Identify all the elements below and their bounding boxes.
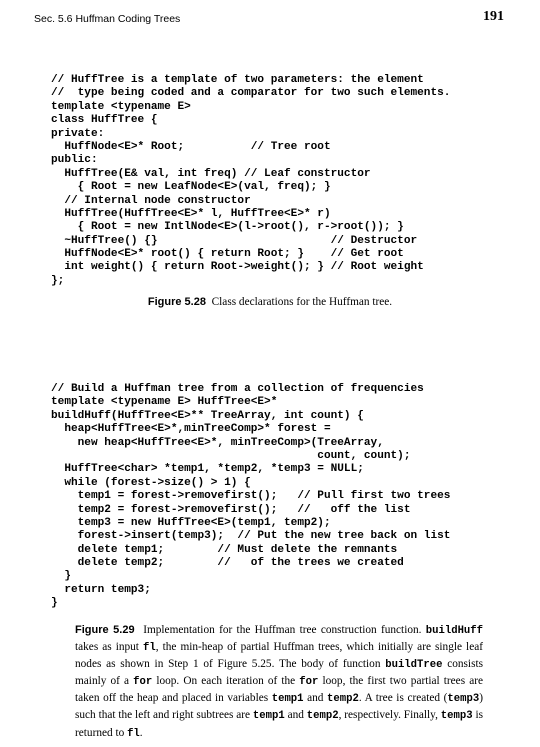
code-identifier: for: [299, 676, 319, 689]
caption-text: ) such that the left and right subtrees are: [75, 692, 483, 722]
figure-caption-5-29: [75, 622, 483, 742]
code-line: buildHuff(HuffTree<E>** TreeArray, int count) {: [51, 409, 364, 422]
code-line: template <typename E>: [51, 100, 191, 113]
code-identifier: temp3: [447, 693, 480, 706]
code-line: HuffNode<E>* Root; // Tree root: [51, 140, 331, 153]
code-line: new heap<HuffTree<E>*, minTreeComp>(TreeArray,: [51, 436, 384, 449]
code-line: }: [51, 570, 71, 583]
code-line: ~HuffTree() {} // Destructor: [51, 234, 418, 247]
code-line: while (forest->size() > 1) {: [51, 476, 251, 489]
figure-label: Figure 5.29: [75, 624, 135, 636]
code-line: public:: [51, 154, 98, 167]
caption-text: , the min-heap of partial Huffman trees, which initially are single leaf nodes as shown in Step 1 of Figure 5.25. The body of function: [75, 641, 483, 671]
code-line: delete temp1; // Must delete the remnants: [51, 543, 398, 556]
caption-text: is returned to: [75, 709, 483, 739]
code-identifier: temp2: [306, 710, 339, 723]
code-line: return temp3;: [51, 583, 151, 596]
code-identifier: temp3: [440, 710, 473, 723]
code-line: heap<HuffTree<E>*,minTreeComp>* forest =: [51, 423, 331, 436]
code-identifier: for: [133, 676, 153, 689]
code-line: { Root = new LeafNode<E>(val, freq); }: [51, 181, 331, 194]
code-line: HuffNode<E>* root() { return Root; } // Get root: [51, 248, 404, 261]
code-line: template <typename E> HuffTree<E>*: [51, 396, 278, 409]
caption-text: Class declarations for the Huffman tree.: [211, 296, 393, 308]
caption-text: and: [303, 692, 328, 705]
code-line: temp3 = new HuffTree<E>(temp1, temp2);: [51, 516, 331, 529]
code-line: HuffTree(E& val, int freq) // Leaf constructor: [51, 167, 371, 180]
code-listing-hufftree-class: [51, 74, 450, 288]
code-line: // Build a Huffman tree from a collection of frequencies: [51, 383, 424, 395]
caption-text: . A tree is created (: [358, 692, 448, 705]
code-identifier: temp1: [252, 710, 285, 723]
code-line: { Root = new IntlNode<E>(l->root(), r->root()); }: [51, 221, 404, 234]
caption-text: takes as input: [75, 641, 143, 654]
figure-label: Figure 5.28: [147, 296, 206, 308]
code-line: // Internal node constructor: [51, 194, 251, 207]
code-line: delete temp2; // of the trees we created: [51, 557, 404, 570]
code-line: HuffTree(HuffTree<E>* l, HuffTree<E>* r): [51, 207, 331, 220]
code-identifier: temp1: [271, 693, 304, 706]
code-identifier: temp2: [327, 693, 359, 706]
code-line: int weight() { return Root->weight(); } // Root weight: [51, 261, 424, 274]
caption-text: .: [139, 726, 143, 739]
page-number: 191: [483, 9, 504, 24]
running-header: Sec. 5.6 Huffman Coding Trees: [34, 13, 181, 25]
caption-text: consists mainly of a: [75, 658, 483, 688]
caption-text: loop. On each iteration of the: [152, 675, 300, 688]
caption-text: , respectively. Finally,: [338, 709, 441, 722]
code-line: temp1 = forest->removefirst(); // Pull first two trees: [51, 490, 451, 503]
code-identifier: fl: [143, 642, 156, 655]
code-line: HuffTree<char> *temp1, *temp2, *temp3 = NULL;: [51, 463, 364, 476]
figure-caption-5-28: [0, 295, 540, 310]
code-line: forest->insert(temp3); // Put the new tree back on list: [51, 530, 451, 543]
code-line: count, count);: [51, 449, 411, 462]
code-identifier: fl: [127, 727, 140, 740]
code-line: // type being coded and a comparator for two such elements.: [51, 87, 451, 100]
caption-text: and: [284, 709, 307, 722]
code-line: // HuffTree is a template of two parameters: the element: [51, 74, 424, 86]
caption-text: Implementation for the Huffman tree construction function.: [143, 624, 426, 636]
code-listing-buildhuff: [51, 383, 450, 611]
code-identifier: buildHuff: [425, 625, 483, 637]
code-line: class HuffTree {: [51, 114, 158, 127]
code-identifier: buildTree: [385, 659, 443, 672]
code-line: };: [51, 274, 65, 287]
code-line: }: [51, 597, 58, 610]
caption-text: loop, the first two partial trees are taken off the heap and placed in variables: [75, 675, 483, 705]
code-line: private:: [51, 127, 105, 140]
code-line: temp2 = forest->removefirst(); // off the list: [51, 503, 411, 516]
